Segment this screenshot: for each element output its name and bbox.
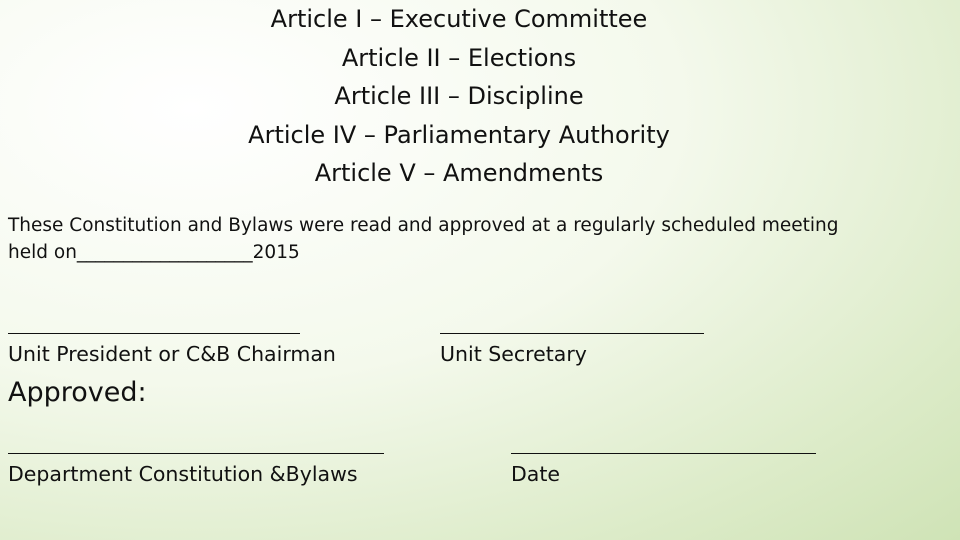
department-label: Department Constitution &Bylaws bbox=[8, 462, 358, 486]
unit-president-label: Unit President or C&B Chairman bbox=[8, 342, 336, 366]
approved-heading: Approved: bbox=[8, 377, 147, 408]
unit-secretary-signature-line bbox=[440, 333, 704, 334]
date-signature-line bbox=[511, 453, 816, 454]
statement-line-2: held on___________________2015 bbox=[8, 242, 300, 263]
department-signature-line bbox=[8, 453, 384, 454]
articles-list bbox=[0, 0, 918, 193]
article-4: Article IV – Parliamentary Authority bbox=[248, 120, 670, 149]
approval-statement bbox=[8, 212, 908, 266]
date-label: Date bbox=[511, 462, 560, 486]
article-1: Article I – Executive Committee bbox=[270, 5, 648, 33]
unit-president-signature-line bbox=[8, 333, 300, 334]
article-5: Article V – Amendments bbox=[314, 159, 604, 187]
article-3: Article III – Discipline bbox=[334, 82, 584, 110]
statement-line-1: These Constitution and Bylaws were read and approved at a regularly scheduled meeting bbox=[8, 215, 839, 236]
unit-secretary-label: Unit Secretary bbox=[440, 342, 587, 366]
article-2: Article II – Elections bbox=[341, 43, 577, 72]
